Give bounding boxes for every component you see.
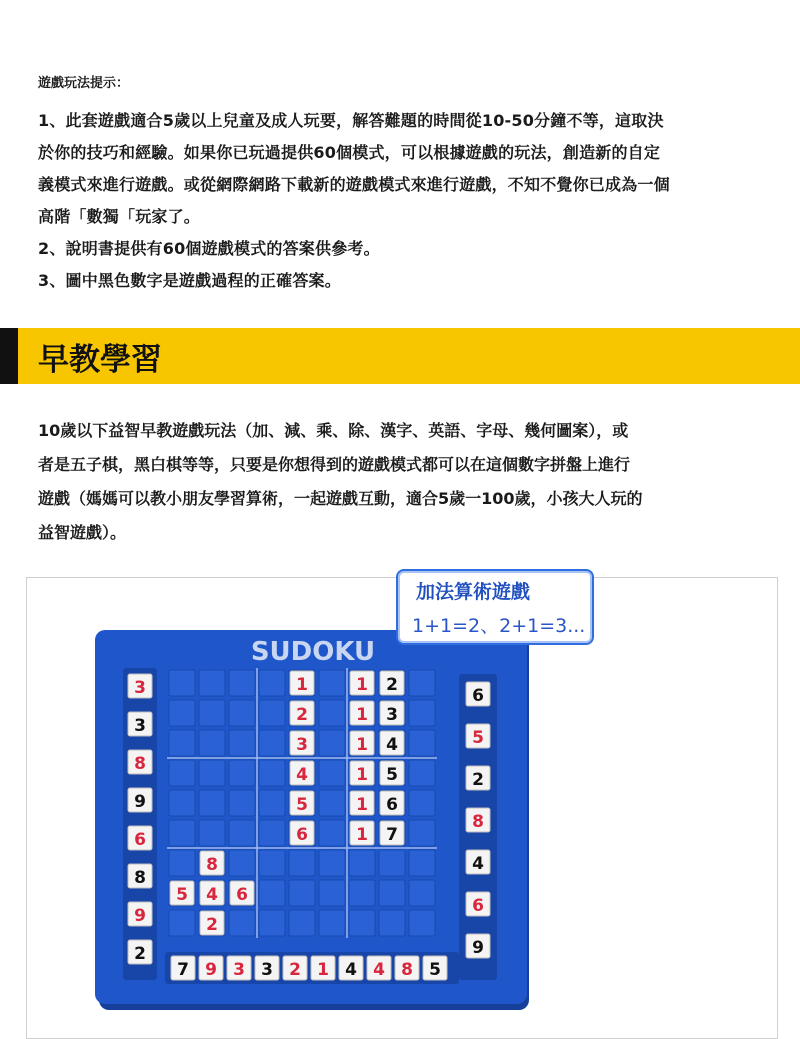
grid-cell	[289, 880, 315, 906]
grid-cell	[409, 700, 435, 726]
grid-cell	[319, 790, 345, 816]
grid-cell	[229, 910, 255, 936]
tile-digit: 1	[356, 705, 368, 725]
grid-cell	[169, 820, 195, 846]
tips-line: 於你的技巧和經驗。如果你已玩過提供60個模式，可以根據遊戲的玩法，創造新的自定	[38, 143, 661, 162]
grid-cell	[409, 880, 435, 906]
grid-cell	[169, 850, 195, 876]
tile-digit: 4	[206, 885, 218, 905]
grid-cell	[229, 850, 255, 876]
tray-tile-digit: 9	[472, 938, 484, 958]
tile-digit: 3	[386, 705, 398, 725]
grid-cell	[259, 880, 285, 906]
grid-cell	[319, 670, 345, 696]
grid-cell	[289, 910, 315, 936]
grid-cell	[259, 850, 285, 876]
tile-digit: 1	[356, 795, 368, 815]
grid-cell	[169, 670, 195, 696]
tray-tile-digit: 8	[401, 960, 413, 980]
grid-cell	[319, 820, 345, 846]
tile-digit: 6	[236, 885, 248, 905]
grid-cell	[409, 760, 435, 786]
bubble-subtitle: 1+1=2、2+1=3...	[412, 615, 586, 637]
grid-cell	[229, 760, 255, 786]
grid-cell	[199, 670, 225, 696]
tile-digit: 6	[386, 795, 398, 815]
tile-digit: 1	[356, 675, 368, 695]
tray-tile-digit: 7	[177, 960, 189, 980]
description-line: 遊戲（媽媽可以教小朋友學習算術，一起遊戲互動，適合5歲一100歲，小孩大人玩的	[38, 489, 643, 508]
tile-digit: 5	[176, 885, 188, 905]
tray-tile-digit: 8	[472, 812, 484, 832]
grid-cell	[409, 850, 435, 876]
tray-tile-digit: 5	[429, 960, 441, 980]
grid-cell	[379, 850, 405, 876]
tray-tile-digit: 6	[134, 830, 146, 850]
tray-tile-digit: 2	[472, 770, 484, 790]
tray-tile-digit: 4	[345, 960, 357, 980]
tips-section	[38, 72, 773, 297]
grid-cell	[229, 820, 255, 846]
grid-cell	[319, 730, 345, 756]
tile-digit: 1	[356, 825, 368, 845]
tray-tile-digit: 1	[317, 960, 329, 980]
grid-cell	[199, 730, 225, 756]
tray-tile-digit: 5	[472, 728, 484, 748]
grid-cell	[259, 760, 285, 786]
grid-cell	[319, 700, 345, 726]
tray-tile-digit: 9	[134, 906, 146, 926]
tray-tile-digit: 8	[134, 754, 146, 774]
bubble-title: 加法算術遊戲	[416, 581, 531, 603]
tile-digit: 8	[206, 855, 218, 875]
section-title: 早教學習	[38, 342, 162, 378]
tray-tile-digit: 2	[134, 944, 146, 964]
grid-cell	[319, 880, 345, 906]
grid-cell	[229, 670, 255, 696]
grid-cell	[349, 850, 375, 876]
grid-cell	[169, 730, 195, 756]
grid-cell	[229, 700, 255, 726]
tile-digit: 6	[296, 825, 308, 845]
tray-tile-digit: 3	[233, 960, 245, 980]
tips-line: 2、說明書提供有60個遊戲模式的答案供參考。	[38, 239, 380, 258]
grid-cell	[199, 820, 225, 846]
tile-digit: 1	[296, 675, 308, 695]
grid-cell	[199, 760, 225, 786]
grid-cell	[319, 760, 345, 786]
grid-cell	[409, 670, 435, 696]
tips-line: 高階「數獨「玩家了。	[38, 207, 201, 226]
description-section	[38, 414, 728, 550]
speech-bubble	[396, 569, 594, 645]
grid-cell	[379, 910, 405, 936]
tray-tile-digit: 3	[134, 716, 146, 736]
grid-cell	[349, 880, 375, 906]
tile-digit: 5	[386, 765, 398, 785]
tray-tile-digit: 9	[134, 792, 146, 812]
grid-cell	[229, 790, 255, 816]
tile-digit: 3	[296, 735, 308, 755]
description-line: 10歲以下益智早教遊戲玩法（加、減、乘、除、漢字、英語、字母、幾何圖案），或	[38, 421, 629, 440]
tile-digit: 1	[356, 765, 368, 785]
grid-cell	[409, 820, 435, 846]
tray-tile-digit: 3	[261, 960, 273, 980]
tile-digit: 1	[356, 735, 368, 755]
tips-title: 遊戲玩法提示：	[38, 76, 130, 91]
grid-cell	[199, 700, 225, 726]
grid-cell	[199, 790, 225, 816]
sudoku-board-image	[27, 578, 777, 1028]
grid-cell	[259, 820, 285, 846]
grid-cell	[229, 730, 255, 756]
product-photo-frame	[26, 577, 778, 1039]
grid-cell	[259, 700, 285, 726]
grid-cell	[259, 790, 285, 816]
description-line: 益智遊戲）。	[38, 523, 127, 542]
tips-line: 義模式來進行遊戲。或從網際網路下載新的遊戲模式來進行遊戲，不知不覺你已成為一個	[38, 175, 670, 194]
grid-cell	[169, 760, 195, 786]
tips-line: 3、圖中黑色數字是遊戲過程的正確答案。	[38, 271, 341, 290]
tile-digit: 4	[386, 735, 398, 755]
description-line: 者是五子棋，黑白棋等等，只要是你想得到的遊戲模式都可以在這個數字拼盤上進行	[38, 455, 631, 474]
tray-tile-digit: 2	[289, 960, 301, 980]
tray-tile-digit: 8	[134, 868, 146, 888]
grid-cell	[169, 700, 195, 726]
tile-digit: 4	[296, 765, 308, 785]
grid-cell	[409, 730, 435, 756]
grid-cell	[409, 790, 435, 816]
tile-digit: 2	[296, 705, 308, 725]
grid-cell	[349, 910, 375, 936]
grid-cell	[259, 670, 285, 696]
section-accent-block	[0, 328, 18, 384]
grid-cell	[319, 910, 345, 936]
tray-tile-digit: 6	[472, 896, 484, 916]
tray-tile-digit: 6	[472, 686, 484, 706]
tray-tile-digit: 4	[472, 854, 484, 874]
grid-cell	[379, 880, 405, 906]
grid-cell	[289, 850, 315, 876]
tray-tile-digit: 4	[373, 960, 385, 980]
grid-cell	[409, 910, 435, 936]
tips-line: 1、此套遊戲適合5歲以上兒童及成人玩要，解答難題的時間從10-50分鐘不等，這取決	[38, 111, 664, 130]
tile-digit: 2	[386, 675, 398, 695]
board-brand: SUDOKU	[250, 637, 376, 667]
tile-digit: 2	[206, 915, 218, 935]
section-header-bar	[0, 328, 800, 384]
grid-cell	[259, 910, 285, 936]
grid-cell	[319, 850, 345, 876]
grid-cell	[169, 910, 195, 936]
tray-tile-digit: 3	[134, 678, 146, 698]
tray-tile-digit: 9	[205, 960, 217, 980]
grid-cell	[259, 730, 285, 756]
grid-cell	[169, 790, 195, 816]
tile-digit: 7	[386, 825, 398, 845]
tile-digit: 5	[296, 795, 308, 815]
